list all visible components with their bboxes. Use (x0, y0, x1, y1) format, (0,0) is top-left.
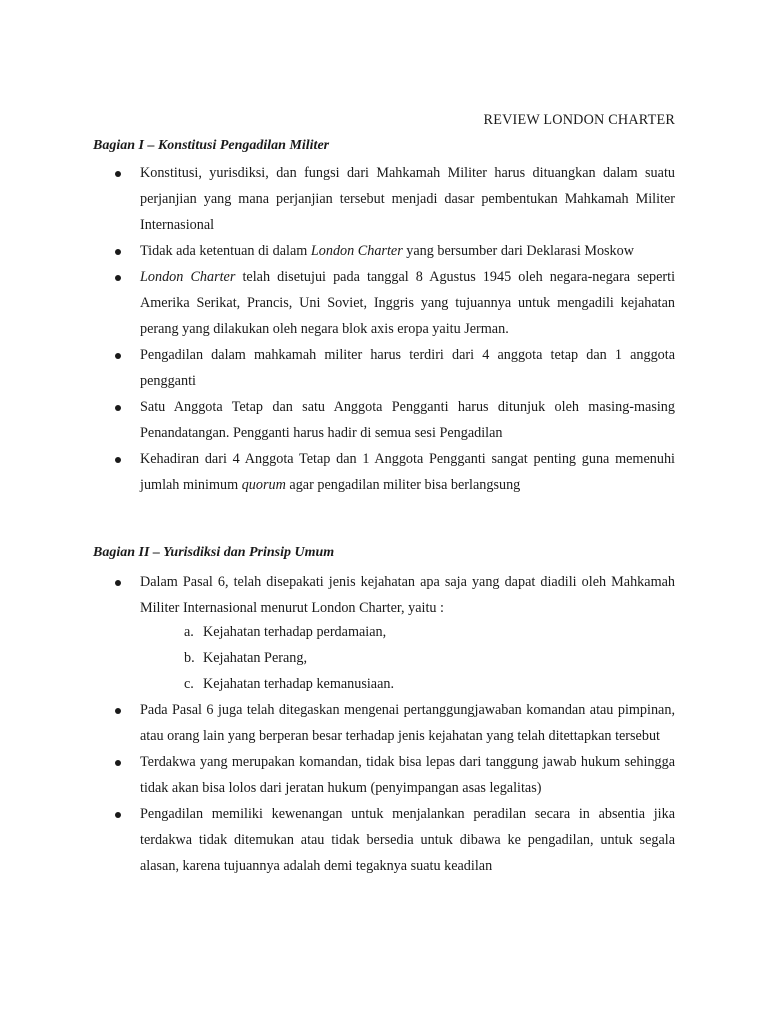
crime-types-list (184, 619, 584, 697)
list-item (115, 264, 675, 342)
section2-bullet-list-intro (115, 569, 675, 621)
list-letter: a. (184, 624, 194, 640)
section-heading-1: Bagian I – Konstitusi Pengadilan Militer (93, 138, 330, 153)
emphasis-text: London Charter (140, 269, 236, 285)
list-item (115, 801, 675, 879)
list-item-text: Kejahatan Perang, (203, 650, 307, 666)
bullet-text: Pengadilan memiliki kewenangan untuk menjalankan peradilan secara in absentia jika terdakwa tidak ditemukan atau tidak bersedia untuk dibawa ke pengadilan, untuk segala alasan, karena tujuannya adalah demi tegaknya suatu keadilan (140, 806, 675, 874)
list-item (115, 238, 675, 264)
list-item (115, 394, 675, 446)
bullet-text: Konstitusi, yurisdiksi, dan fungsi dari Mahkamah Militer harus dituangkan dalam suatu perjanjian yang mana perjanjian tersebut menjadi dasar pembentukan Mahkamah Militer Internasional (140, 165, 675, 233)
list-item-text: Kejahatan terhadap kemanusiaan. (203, 676, 395, 692)
list-letter: c. (184, 676, 194, 692)
list-item (115, 446, 675, 498)
emphasis-text: quorum (241, 477, 286, 493)
list-item (115, 160, 675, 238)
list-item (115, 569, 675, 621)
section-heading-2: Bagian II – Yurisdiksi dan Prinsip Umum (93, 545, 335, 560)
bullet-text: Tidak ada ketentuan di dalam London Charter yang bersumber dari Deklarasi Moskow (140, 243, 634, 259)
document-title: REVIEW LONDON CHARTER (483, 112, 675, 128)
list-item (115, 697, 675, 749)
bullet-text: Terdakwa yang merupakan komandan, tidak bisa lepas dari tanggung jawab hukum sehingga tidak akan bisa lolos dari jeratan hukum (penyimpangan asas legalitas) (140, 754, 675, 796)
list-letter: b. (184, 650, 195, 666)
section2-bullet-list (115, 697, 675, 879)
bullet-text: Kehadiran dari 4 Anggota Tetap dan 1 Anggota Pengganti sangat penting guna memenuhi jumlah minimum quorum agar pengadilan militer bisa berlangsung (140, 451, 675, 493)
list-item-text: Kejahatan terhadap perdamaian, (203, 624, 387, 640)
section1-bullet-list (115, 160, 675, 498)
bullet-text: London Charter telah disetujui pada tanggal 8 Agustus 1945 oleh negara-negara seperti Amerika Serikat, Prancis, Uni Soviet, Inggris yang tujuannya untuk mengadili kejahatan perang yang dilakukan oleh negara blok axis eropa yaitu Jerman. (140, 269, 676, 337)
bullet-text: Dalam Pasal 6, telah disepakati jenis kejahatan apa saja yang dapat diadili oleh Mahkamah Militer Internasional menurut London Charter, yaitu : (140, 574, 675, 616)
list-item (115, 342, 675, 394)
emphasis-text: London Charter (310, 243, 403, 259)
bullet-text: Pada Pasal 6 juga telah ditegaskan mengenai pertanggungjawaban komandan atau pimpinan, atau orang lain yang berperan besar terhadap jenis kejahatan yang telah ditettapkan tersebut (140, 702, 675, 744)
list-item (184, 619, 584, 645)
list-item (184, 671, 584, 697)
list-item (184, 645, 584, 671)
bullet-text: Satu Anggota Tetap dan satu Anggota Pengganti harus ditunjuk oleh masing-masing Penandatangan. Pengganti harus hadir di semua sesi Pengadilan (140, 399, 675, 441)
bullet-text: Pengadilan dalam mahkamah militer harus terdiri dari 4 anggota tetap dan 1 anggota pengganti (140, 347, 675, 389)
list-item (115, 749, 675, 801)
